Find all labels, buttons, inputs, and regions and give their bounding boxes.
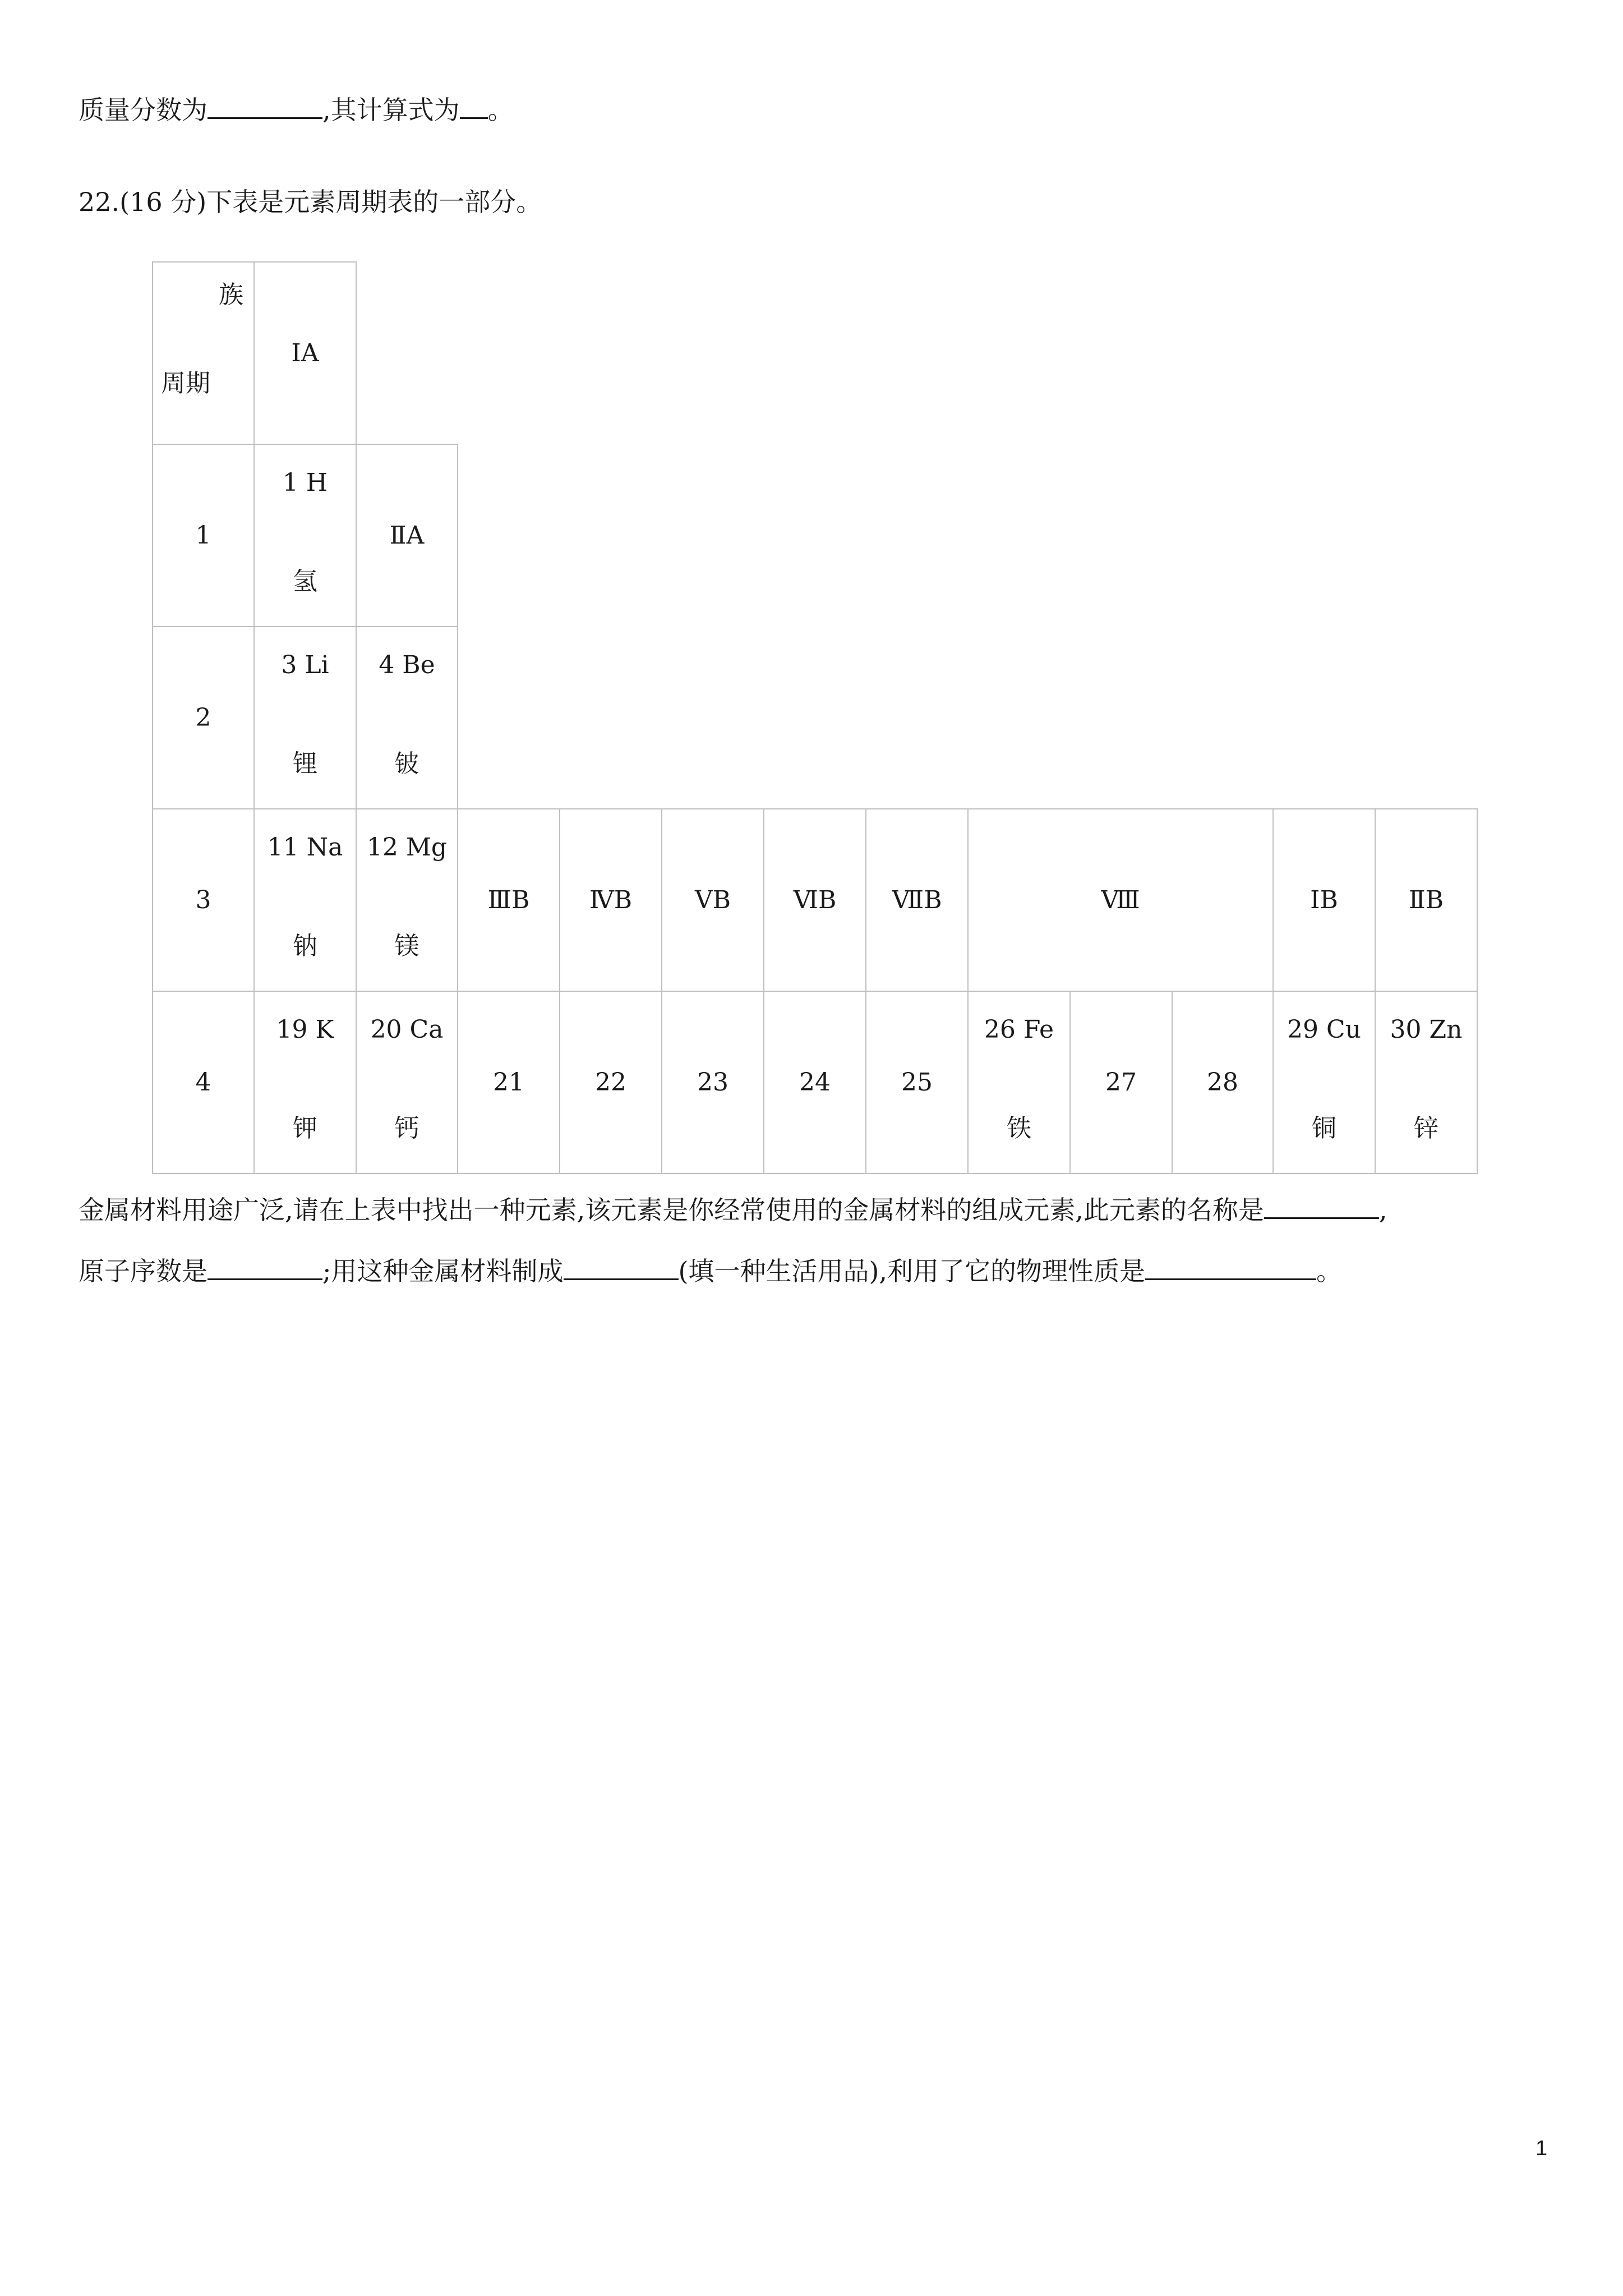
element-name: 铁 xyxy=(1007,1114,1031,1143)
period-2-cell xyxy=(152,626,255,809)
element-name: 锌 xyxy=(1414,1114,1438,1143)
answer-blank[interactable] xyxy=(564,1253,679,1280)
element-zn-cell xyxy=(1375,991,1478,1174)
element-number: 1 H xyxy=(282,468,328,497)
group-vib-header xyxy=(763,808,866,992)
element-number: 26 Fe xyxy=(984,1015,1054,1044)
table-corner-cell xyxy=(152,261,255,445)
element-number: 3 Li xyxy=(281,651,329,679)
group-label: ⅦB xyxy=(892,885,942,914)
text-line-3 xyxy=(79,1191,1387,1227)
corner-period-label: 周期 xyxy=(161,369,210,398)
period-label: 1 xyxy=(195,521,211,550)
element-name: 铍 xyxy=(394,749,419,778)
element-25-cell xyxy=(865,991,969,1174)
group-viib-header xyxy=(865,808,969,992)
element-number: 22 xyxy=(595,1068,626,1097)
element-number: 30 Zn xyxy=(1390,1015,1463,1044)
corner-group-label: 族 xyxy=(219,280,243,309)
element-22-cell xyxy=(559,991,662,1174)
element-mg-cell xyxy=(356,808,458,992)
element-name: 氢 xyxy=(293,567,317,596)
element-name: 铜 xyxy=(1312,1114,1336,1143)
element-na-cell xyxy=(253,808,357,992)
element-name: 钾 xyxy=(293,1114,317,1143)
period-1-cell xyxy=(152,444,255,627)
group-ia-header xyxy=(253,261,357,445)
group-ivb-header xyxy=(559,808,662,992)
group-label: Ⅷ xyxy=(1101,885,1140,914)
period-label: 4 xyxy=(195,1068,211,1097)
element-ca-cell xyxy=(356,991,458,1174)
text-physical-property: (填一种生活用品),利用了它的物理性质是 xyxy=(678,1256,1146,1286)
group-label: ⅤB xyxy=(694,885,731,914)
text-formula: ,其计算式为 xyxy=(322,95,460,125)
element-number: 21 xyxy=(493,1068,524,1097)
text-period: 。 xyxy=(487,95,514,125)
text-made-into: ;用这种金属材料制成 xyxy=(322,1256,564,1286)
answer-blank[interactable] xyxy=(208,91,322,119)
text-atomic-number: 原子序数是 xyxy=(79,1256,208,1286)
answer-blank[interactable] xyxy=(208,1253,322,1280)
text-metal-question: 金属材料用途广泛,请在上表中找出一种元素,该元素是你经常使用的金属材料的组成元素,此元素的名称是 xyxy=(79,1195,1264,1225)
element-cu-cell xyxy=(1272,991,1376,1174)
text-line-4 xyxy=(79,1253,1342,1288)
group-vb-header xyxy=(661,808,764,992)
element-number: 25 xyxy=(901,1068,933,1097)
answer-blank[interactable] xyxy=(460,91,488,119)
element-number: 20 Ca xyxy=(370,1015,444,1044)
element-number: 27 xyxy=(1105,1068,1137,1097)
group-iib-header xyxy=(1375,808,1478,992)
element-fe-cell xyxy=(967,991,1071,1174)
period-4-cell xyxy=(152,991,255,1174)
element-number: 23 xyxy=(697,1068,728,1097)
group-ib-header xyxy=(1272,808,1376,992)
element-number: 28 xyxy=(1207,1068,1238,1097)
group-label: ⅠB xyxy=(1310,885,1338,914)
text-end: 。 xyxy=(1316,1256,1343,1286)
element-23-cell xyxy=(661,991,764,1174)
element-28-cell xyxy=(1172,991,1274,1174)
element-24-cell xyxy=(763,991,866,1174)
period-3-cell xyxy=(152,808,255,992)
element-number: 4 Be xyxy=(379,651,435,679)
period-label: 3 xyxy=(195,885,211,914)
element-number: 19 K xyxy=(276,1015,334,1044)
group-iiib-header xyxy=(457,808,560,992)
element-number: 24 xyxy=(799,1068,831,1097)
text-mass-fraction: 质量分数为 xyxy=(79,95,208,125)
element-name: 锂 xyxy=(293,749,317,778)
group-ia-label: ⅠA xyxy=(291,338,319,367)
group-label: ⅢB xyxy=(487,885,530,914)
group-label: ⅣB xyxy=(589,885,633,914)
period-label: 2 xyxy=(195,703,211,732)
text-line-1 xyxy=(79,91,514,127)
text-comma: , xyxy=(1378,1195,1387,1225)
element-be-cell xyxy=(356,626,458,809)
element-21-cell xyxy=(457,991,560,1174)
element-k-cell xyxy=(253,991,357,1174)
element-name: 钙 xyxy=(394,1114,419,1143)
element-li-cell xyxy=(253,626,357,809)
answer-blank[interactable] xyxy=(1145,1253,1316,1280)
group-label: ⅥB xyxy=(793,885,837,914)
element-number: 11 Na xyxy=(267,833,343,862)
element-h-cell xyxy=(253,444,357,627)
element-number: 12 Mg xyxy=(366,833,448,862)
question-22-heading: 22.(16 分)下表是元素周期表的一部分。 xyxy=(79,187,542,217)
element-name: 钠 xyxy=(293,932,317,960)
element-27-cell xyxy=(1069,991,1173,1174)
group-iia-header xyxy=(356,444,458,627)
group-label: ⅡB xyxy=(1408,885,1444,914)
group-iia-label: ⅡA xyxy=(389,521,425,550)
element-number: 29 Cu xyxy=(1287,1015,1361,1044)
element-name: 镁 xyxy=(394,932,419,960)
group-viii-header xyxy=(967,808,1274,992)
page-number: 1 xyxy=(1536,2137,1548,2160)
answer-blank[interactable] xyxy=(1264,1191,1379,1219)
